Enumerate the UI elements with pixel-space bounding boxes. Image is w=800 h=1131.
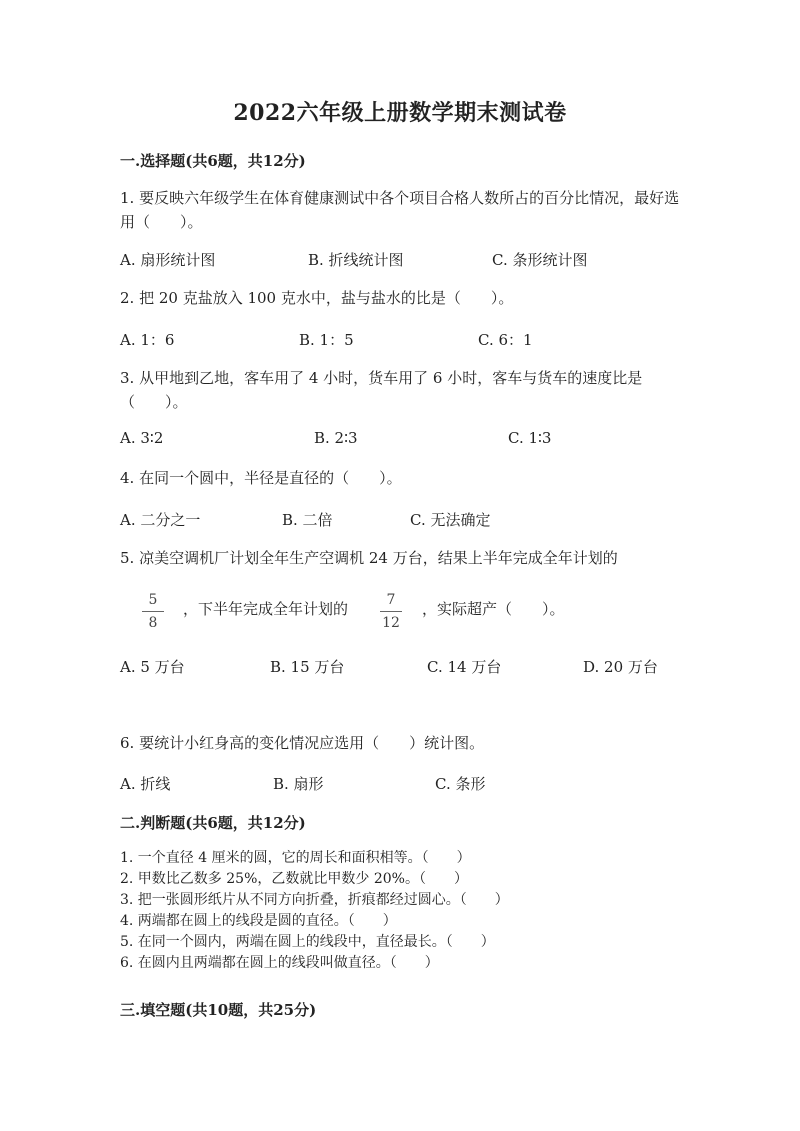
fraction-denominator: 12 bbox=[382, 615, 400, 631]
list-item: 6. 在圆内且两端都在圆上的线段叫做直径。（ ） bbox=[120, 955, 439, 971]
fraction-seven-twelfths bbox=[380, 592, 402, 631]
option-d: D. 20 万台 bbox=[583, 658, 658, 676]
option-c: C. 无法确定 bbox=[410, 511, 491, 529]
question-4: 4. 在同一个圆中，半径是直径的（ ）。 bbox=[120, 469, 402, 487]
list-item: 5. 在同一个圆内，两端在圆上的线段中，直径最长。（ ） bbox=[120, 934, 495, 950]
section-heading-choice: 一.选择题(共6题，共12分) bbox=[120, 152, 306, 170]
question-2: 2. 把 20 克盐放入 100 克水中，盐与盐水的比是（ ）。 bbox=[120, 289, 514, 307]
section-heading-judgment: 二.判断题(共6题，共12分) bbox=[120, 814, 306, 832]
list-item: 1. 一个直径 4 厘米的圆，它的周长和面积相等。（ ） bbox=[120, 850, 471, 866]
question-1-options bbox=[120, 249, 680, 271]
fraction-five-eighths bbox=[142, 592, 164, 631]
question-5-middle-text: ，下半年完成全年计划的 bbox=[183, 600, 349, 618]
option-a: A. 1：6 bbox=[120, 331, 175, 349]
list-item: 3. 把一张圆形纸片从不同方向折叠，折痕都经过圆心。（ ） bbox=[120, 892, 509, 908]
question-3: 3. 从甲地到乙地，客车用了 4 小时，货车用了 6 小时，客车与货车的速度比是（ ）。 bbox=[120, 369, 643, 411]
question-5-options bbox=[120, 656, 680, 678]
fraction-numerator: 7 bbox=[386, 592, 396, 608]
option-a: A. 二分之一 bbox=[120, 511, 201, 529]
fraction-numerator: 5 bbox=[148, 592, 158, 608]
option-b: B. 2∶3 bbox=[314, 429, 358, 447]
fraction-bar bbox=[380, 611, 402, 612]
question-5: 5. 凉美空调机厂计划全年生产空调机 24 万台，结果上半年完成全年计划的 bbox=[120, 549, 618, 567]
fraction-bar bbox=[142, 611, 164, 612]
question-1: 1. 要反映六年级学生在体育健康测试中各个项目合格人数所占的百分比情况，最好选用（ ）。 bbox=[120, 189, 680, 231]
option-b: B. 15 万台 bbox=[270, 658, 345, 676]
option-c: C. 1∶3 bbox=[508, 429, 552, 447]
list-item: 4. 两端都在圆上的线段是圆的直径。（ ） bbox=[120, 913, 397, 929]
question-3-options bbox=[120, 429, 680, 451]
question-5-end-text: ，实际超产（ ）。 bbox=[422, 600, 565, 618]
option-a: A. 折线 bbox=[120, 775, 171, 793]
option-b: B. 二倍 bbox=[282, 511, 333, 529]
option-a: A. 5 万台 bbox=[120, 658, 185, 676]
option-b: B. 1：5 bbox=[299, 331, 354, 349]
option-b: B. 折线统计图 bbox=[308, 251, 404, 269]
option-a: A. 扇形统计图 bbox=[120, 251, 216, 269]
option-c: C. 条形统计图 bbox=[492, 251, 588, 269]
option-c: C. 14 万台 bbox=[427, 658, 502, 676]
question-4-options bbox=[120, 509, 680, 531]
question-6: 6. 要统计小红身高的变化情况应选用（ ）统计图。 bbox=[120, 734, 485, 752]
option-c: C. 6：1 bbox=[478, 331, 533, 349]
question-6-options bbox=[120, 773, 680, 795]
option-c: C. 条形 bbox=[435, 775, 486, 793]
option-a: A. 3∶2 bbox=[120, 429, 164, 447]
option-b: B. 扇形 bbox=[273, 775, 324, 793]
page-title: 2022六年级上册数学期末测试卷 bbox=[233, 100, 567, 126]
judgment-list bbox=[120, 848, 509, 974]
list-item: 2. 甲数比乙数多 25%，乙数就比甲数少 20%。（ ） bbox=[120, 871, 468, 887]
fraction-denominator: 8 bbox=[148, 615, 158, 631]
section-heading-fill-in: 三.填空题(共10题，共25分) bbox=[120, 1001, 317, 1019]
question-2-options bbox=[120, 329, 680, 351]
